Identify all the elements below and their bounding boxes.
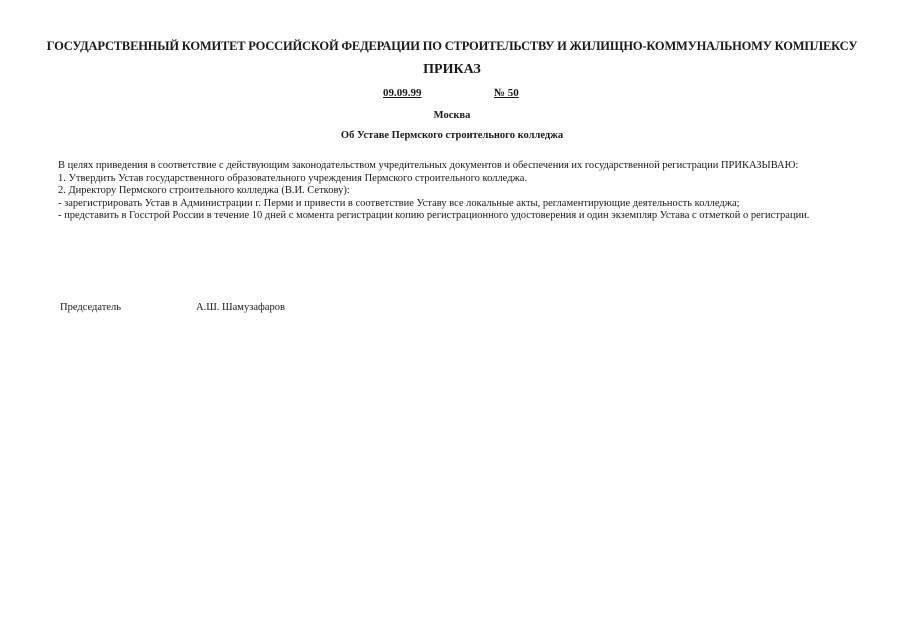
order-number: № 50 (494, 87, 519, 99)
signatory-name: А.Ш. Шамузафаров (196, 302, 285, 313)
date-number-row (0, 87, 904, 103)
subitem-register: - зарегистрировать Устав в Администрации г. Перми и привести в соответствие Уставу все локальные акты, регламентирующие деятельность колледжа; (58, 197, 740, 209)
item-1: 1. Утвердить Устав государственного образовательного учреждения Пермского строительного колледжа. (58, 172, 528, 184)
item-2: 2. Директору Пермского строительного колледжа (В.И. Сеткову): (58, 185, 350, 197)
signatory-role: Председатель (60, 302, 122, 313)
subitem-submit: - представить в Госстрой России в течение 10 дней с момента регистрации копию регистрационного удостоверения и один экземпляр Устава с отметкой о регистрации. (58, 210, 810, 222)
organization-title: ГОСУДАРСТВЕННЫЙ КОМИТЕТ РОССИЙСКОЙ ФЕДЕРАЦИИ ПО СТРОИТЕЛЬСТВУ И ЖИЛИЩНО-КОММУНАЛЬНОМУ КОМПЛЕКСУ (46, 39, 858, 53)
document-type-heading: ПРИКАЗ (423, 62, 481, 77)
order-subject: Об Уставе Пермского строительного колледжа (340, 130, 564, 141)
city: Москва (433, 110, 471, 121)
preamble-paragraph: В целях приведения в соответствие с действующим законодательством учредительных документов и обеспечения их государственной регистрации ПРИКАЗЫВАЮ: (58, 160, 799, 171)
order-body (42, 160, 854, 223)
order-date: 09.09.99 (383, 87, 422, 99)
